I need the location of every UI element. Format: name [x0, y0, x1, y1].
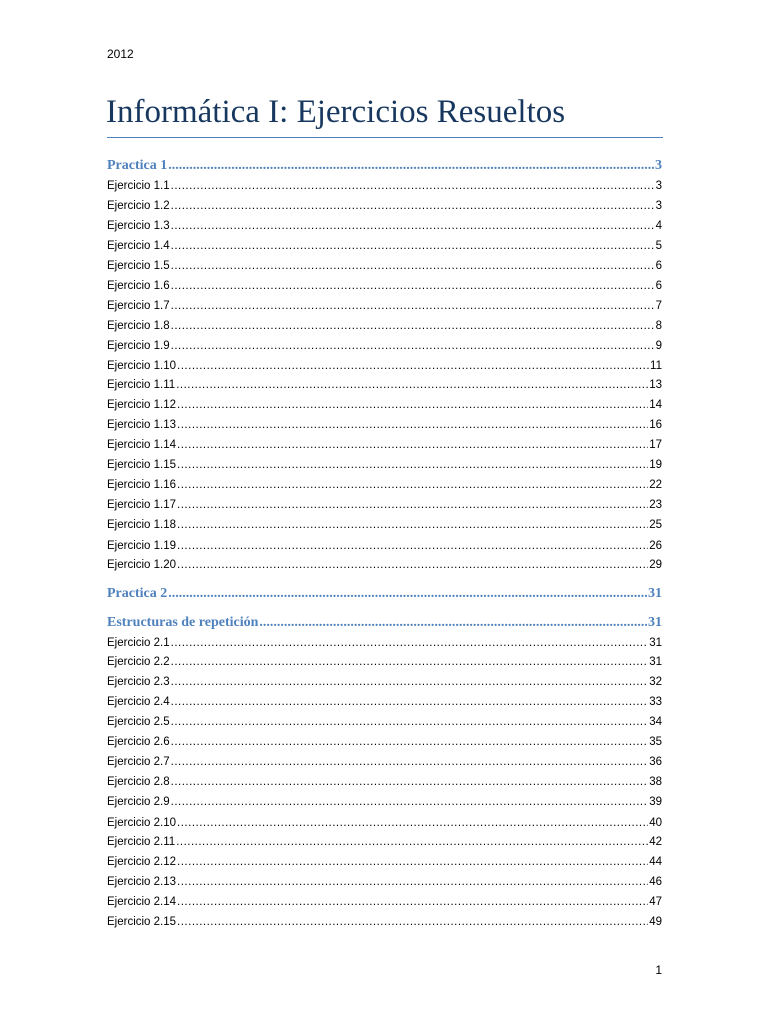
toc-entry[interactable]	[107, 477, 662, 493]
toc-dot-leader	[168, 585, 647, 603]
toc-entry-page: 31	[648, 586, 662, 601]
toc-dot-leader	[177, 397, 648, 413]
toc-entry[interactable]	[107, 914, 662, 930]
toc-entry-page: 3	[655, 158, 662, 173]
toc-entry-label: Ejercicio 2.15	[107, 916, 177, 928]
toc-dot-leader	[177, 437, 648, 453]
toc-dot-leader	[177, 914, 648, 930]
toc-entry[interactable]	[107, 635, 662, 651]
toc-entry-label: Ejercicio 2.2	[107, 656, 170, 668]
toc-entry[interactable]	[107, 318, 662, 334]
toc-entry-page: 38	[649, 776, 662, 788]
toc-entry-page: 26	[649, 540, 662, 552]
toc-entry-page: 35	[649, 736, 662, 748]
toc-dot-leader	[177, 477, 648, 493]
toc-entry-label: Estructuras de repetición	[107, 615, 259, 630]
toc-entry[interactable]	[107, 198, 662, 214]
toc-entry[interactable]	[107, 338, 662, 354]
toc-dot-leader	[171, 318, 655, 334]
toc-dot-leader	[171, 178, 655, 194]
toc-entry-label: Ejercicio 1.12	[107, 399, 177, 411]
toc-entry[interactable]	[107, 874, 662, 890]
toc-entry-page: 3	[655, 200, 662, 212]
toc-dot-leader	[177, 417, 648, 433]
toc-dot-leader	[177, 557, 648, 573]
toc-entry[interactable]	[107, 497, 662, 513]
toc-entry-page: 33	[649, 696, 662, 708]
toc-entry-page: 14	[649, 399, 662, 411]
toc-entry-label: Ejercicio 2.6	[107, 736, 170, 748]
toc-entry-label: Ejercicio 2.9	[107, 796, 170, 808]
toc-entry-label: Ejercicio 1.1	[107, 180, 170, 192]
toc-dot-leader	[177, 457, 648, 473]
toc-entry[interactable]	[107, 178, 662, 194]
toc-entry-label: Ejercicio 2.4	[107, 696, 170, 708]
toc-entry-page: 44	[649, 856, 662, 868]
toc-entry-page: 19	[649, 459, 662, 471]
toc-entry-page: 13	[649, 379, 662, 391]
toc-entry[interactable]	[107, 815, 662, 831]
toc-entry-label: Ejercicio 1.16	[107, 479, 177, 491]
toc-entry[interactable]	[107, 774, 662, 790]
toc-entry-label: Ejercicio 2.11	[107, 836, 176, 848]
toc-dot-leader	[177, 517, 648, 533]
toc-dot-leader	[168, 157, 654, 175]
toc-entry-page: 6	[655, 280, 662, 292]
toc-dot-leader	[177, 874, 648, 890]
toc-entry-page: 23	[649, 499, 662, 511]
toc-entry[interactable]	[107, 538, 662, 554]
toc-entry[interactable]	[107, 734, 662, 750]
toc-entry[interactable]	[107, 298, 662, 314]
toc-entry-page: 31	[649, 656, 662, 668]
toc-heading-entry[interactable]	[107, 585, 662, 603]
toc-entry-page: 8	[655, 320, 662, 332]
toc-entry-label: Ejercicio 1.7	[107, 300, 170, 312]
toc-dot-leader	[177, 854, 648, 870]
toc-entry[interactable]	[107, 714, 662, 730]
toc-entry-label: Ejercicio 2.12	[107, 856, 177, 868]
toc-entry-label: Ejercicio 1.13	[107, 419, 177, 431]
page-number: 1	[655, 963, 662, 977]
toc-entry-label: Ejercicio 1.18	[107, 519, 177, 531]
toc-entry-label: Ejercicio 1.17	[107, 499, 177, 511]
toc-entry-page: 29	[649, 559, 662, 571]
toc-dot-leader	[171, 338, 655, 354]
toc-entry[interactable]	[107, 694, 662, 710]
toc-dot-leader	[171, 258, 655, 274]
toc-dot-leader	[259, 614, 647, 632]
toc-entry[interactable]	[107, 654, 662, 670]
toc-dot-leader	[171, 654, 649, 670]
toc-entry-label: Ejercicio 1.3	[107, 220, 170, 232]
toc-entry-label: Ejercicio 2.1	[107, 637, 170, 649]
toc-entry[interactable]	[107, 358, 662, 374]
toc-entry-page: 3	[655, 180, 662, 192]
toc-entry-label: Practica 2	[107, 586, 168, 601]
toc-entry[interactable]	[107, 754, 662, 770]
toc-dot-leader	[171, 774, 649, 790]
toc-entry-label: Ejercicio 2.5	[107, 716, 170, 728]
toc-dot-leader	[171, 298, 655, 314]
toc-entry[interactable]	[107, 557, 662, 573]
toc-entry-page: 25	[649, 519, 662, 531]
toc-dot-leader	[177, 538, 648, 554]
toc-entry-label: Ejercicio 1.11	[107, 379, 176, 391]
toc-entry-page: 32	[649, 676, 662, 688]
toc-entry-page: 34	[649, 716, 662, 728]
toc-entry[interactable]	[107, 417, 662, 433]
toc-entry-page: 7	[655, 300, 662, 312]
toc-entry-page: 47	[649, 896, 662, 908]
toc-entry[interactable]	[107, 834, 662, 850]
toc-dot-leader	[177, 894, 648, 910]
toc-entry-label: Ejercicio 1.10	[107, 360, 177, 372]
toc-dot-leader	[176, 834, 648, 850]
toc-entry[interactable]	[107, 437, 662, 453]
toc-dot-leader	[171, 754, 649, 770]
toc-entry-page: 11	[650, 360, 662, 372]
toc-entry-label: Ejercicio 2.3	[107, 676, 170, 688]
toc-dot-leader	[171, 198, 655, 214]
toc-entry-label: Ejercicio 1.4	[107, 240, 170, 252]
toc-entry[interactable]	[107, 218, 662, 234]
toc-entry-label: Ejercicio 2.10	[107, 817, 177, 829]
toc-entry[interactable]	[107, 278, 662, 294]
toc-entry-page: 4	[655, 220, 662, 232]
toc-entry-page: 46	[649, 876, 662, 888]
toc-entry-label: Ejercicio 1.19	[107, 540, 177, 552]
toc-dot-leader	[171, 734, 649, 750]
toc-dot-leader	[177, 815, 648, 831]
toc-entry-page: 22	[649, 479, 662, 491]
toc-entry-page: 49	[649, 916, 662, 928]
toc-dot-leader	[177, 497, 648, 513]
toc-entry[interactable]	[107, 238, 662, 254]
toc-entry-label: Practica 1	[107, 158, 168, 173]
toc-entry-page: 9	[655, 340, 662, 352]
header-year: 2012	[107, 47, 134, 61]
toc-entry-label: Ejercicio 1.20	[107, 559, 177, 571]
toc-entry[interactable]	[107, 377, 662, 393]
toc-entry[interactable]	[107, 854, 662, 870]
toc-dot-leader	[171, 635, 649, 651]
toc-entry-page: 40	[649, 817, 662, 829]
toc-entry-label: Ejercicio 1.2	[107, 200, 170, 212]
toc-dot-leader	[171, 694, 649, 710]
toc-entry[interactable]	[107, 457, 662, 473]
toc-entry-page: 31	[648, 615, 662, 630]
toc-dot-leader	[171, 794, 649, 810]
toc-dot-leader	[171, 238, 655, 254]
toc-entry[interactable]	[107, 397, 662, 413]
toc-entry-label: Ejercicio 2.8	[107, 776, 170, 788]
toc-entry[interactable]	[107, 674, 662, 690]
document-title: Informática I: Ejercicios Resueltos	[106, 94, 566, 130]
toc-entry-page: 6	[655, 260, 662, 272]
toc-entry-page: 36	[649, 756, 662, 768]
toc-entry-page: 39	[649, 796, 662, 808]
toc-dot-leader	[177, 358, 649, 374]
toc-entry-label: Ejercicio 1.14	[107, 439, 177, 451]
title-underline	[107, 137, 663, 138]
toc-entry-label: Ejercicio 1.15	[107, 459, 177, 471]
toc-entry-page: 42	[649, 836, 662, 848]
toc-heading-entry[interactable]	[107, 157, 662, 175]
toc-entry[interactable]	[107, 258, 662, 274]
toc-dot-leader	[171, 714, 649, 730]
toc-entry[interactable]	[107, 517, 662, 533]
toc-entry-page: 17	[649, 439, 662, 451]
toc-dot-leader	[171, 674, 649, 690]
toc-entry-page: 16	[649, 419, 662, 431]
toc-entry-label: Ejercicio 1.6	[107, 280, 170, 292]
toc-entry[interactable]	[107, 794, 662, 810]
toc-dot-leader	[171, 218, 655, 234]
toc-entry-label: Ejercicio 1.9	[107, 340, 170, 352]
toc-entry-label: Ejercicio 2.13	[107, 876, 177, 888]
toc-entry-label: Ejercicio 2.14	[107, 896, 177, 908]
toc-entry-label: Ejercicio 2.7	[107, 756, 170, 768]
toc-entry-page: 31	[649, 637, 662, 649]
toc-heading-entry[interactable]	[107, 614, 662, 632]
toc-dot-leader	[176, 377, 648, 393]
toc-entry-label: Ejercicio 1.8	[107, 320, 170, 332]
toc-entry-page: 5	[655, 240, 662, 252]
toc-entry[interactable]	[107, 894, 662, 910]
toc-entry-label: Ejercicio 1.5	[107, 260, 170, 272]
toc-dot-leader	[171, 278, 655, 294]
